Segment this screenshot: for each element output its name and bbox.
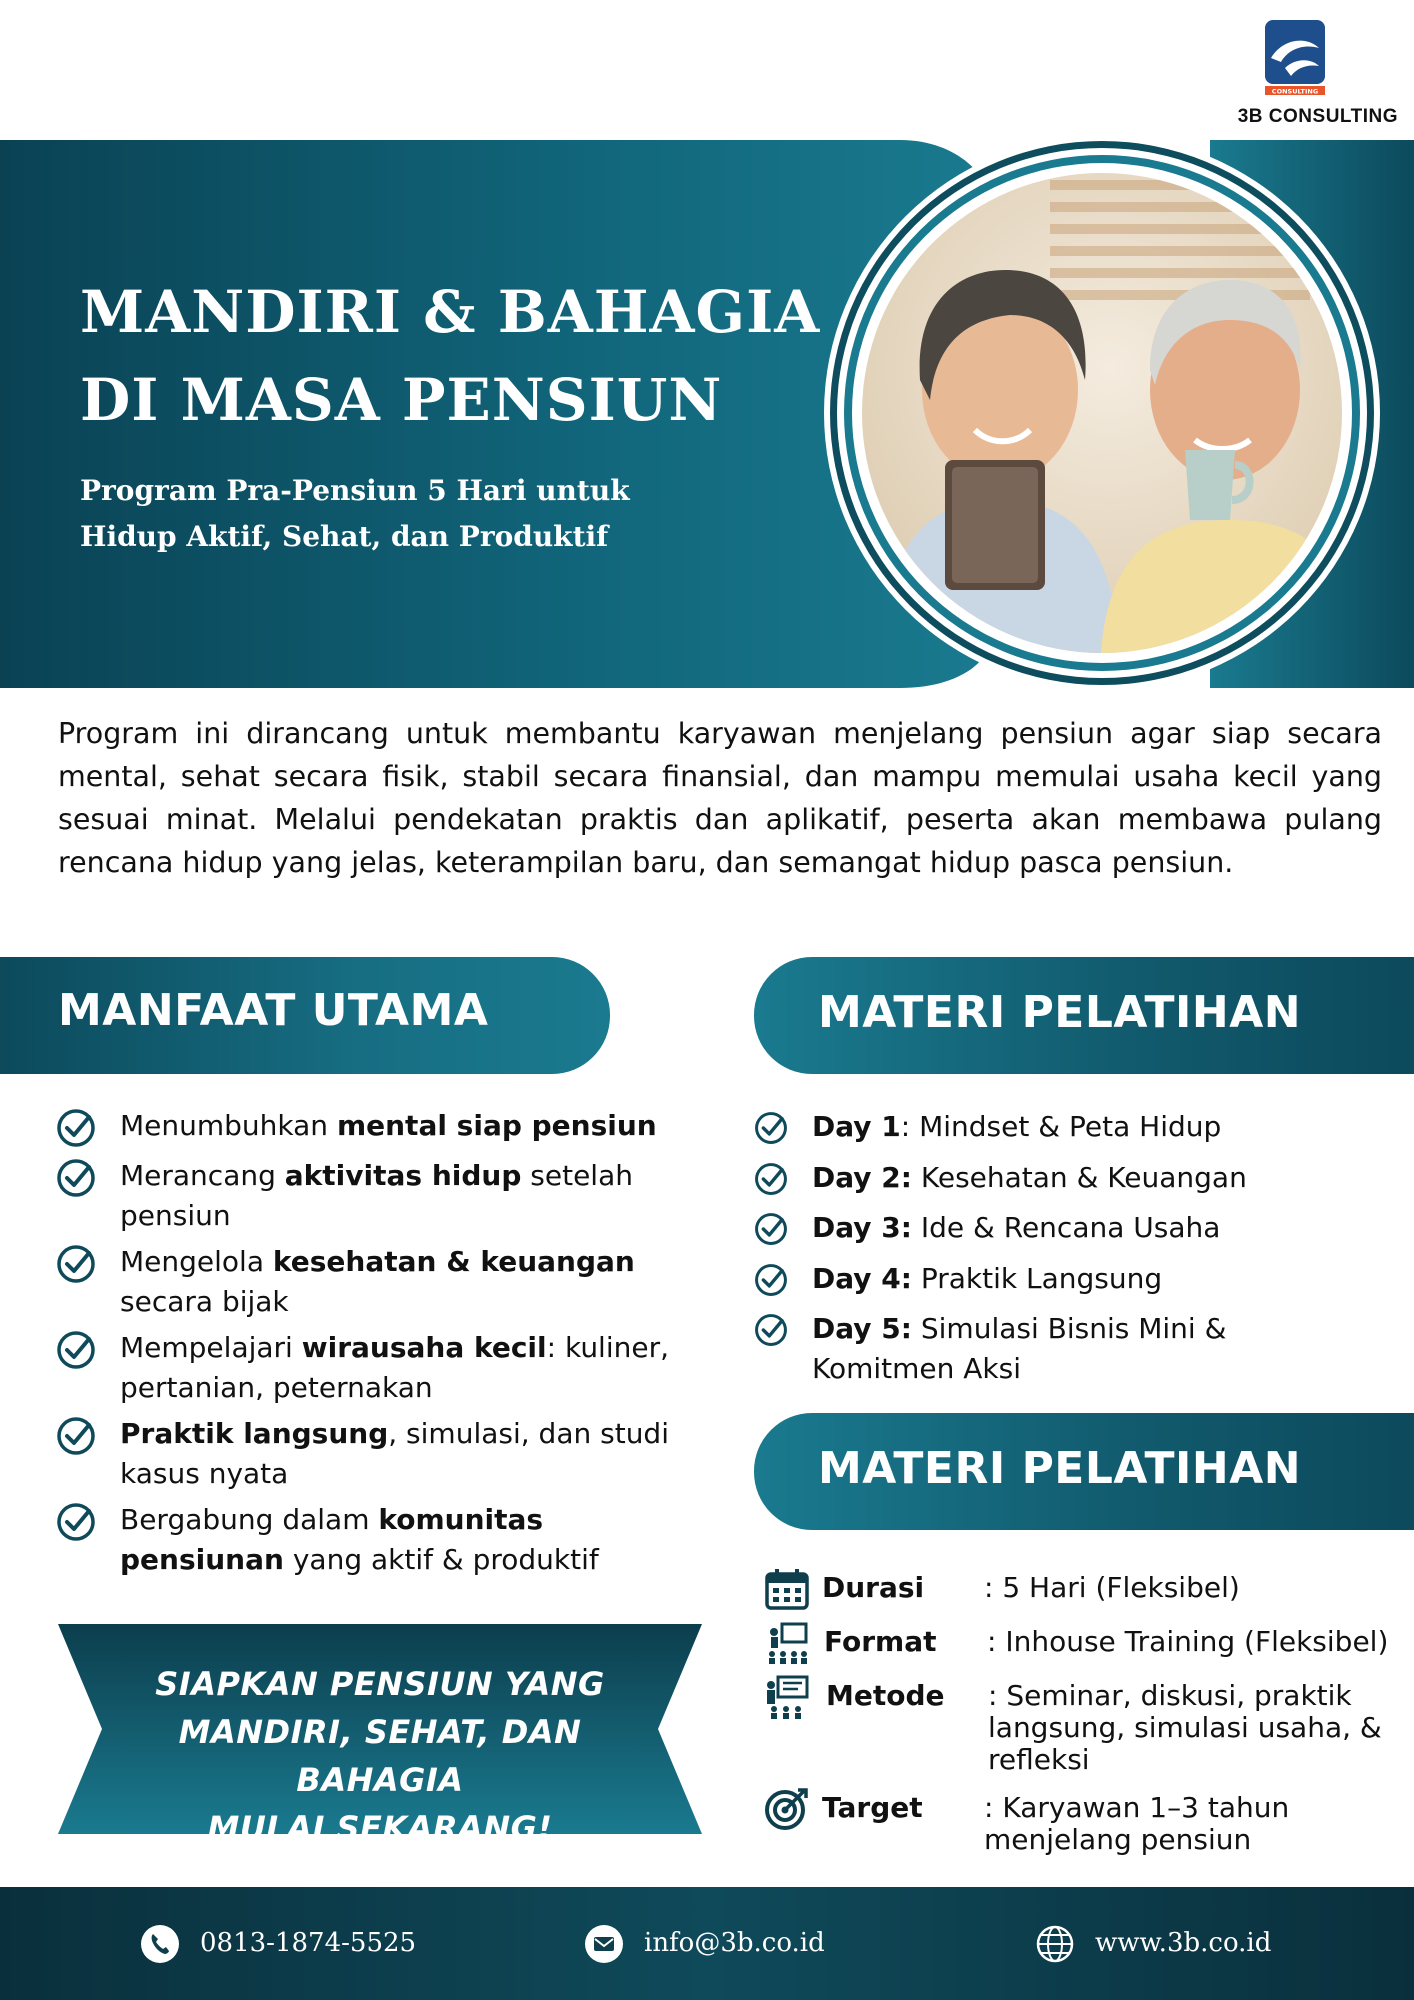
3b-consulting-logo bbox=[1255, 18, 1335, 98]
benefit-text-post: yang aktif & produktif bbox=[283, 1543, 599, 1576]
training-day-item bbox=[754, 1259, 1394, 1299]
benefit-text bbox=[120, 1242, 676, 1322]
detail-value: : 5 Hari (Fleksibel) bbox=[984, 1571, 1240, 1604]
benefit-text bbox=[120, 1156, 676, 1236]
benefit-text-post: setelah pensiun bbox=[120, 1159, 633, 1232]
benefit-item bbox=[56, 1500, 676, 1580]
benefit-text-post: , simulasi, dan studi kasus nyata bbox=[120, 1417, 669, 1490]
benefit-text-pre: Mempelajari bbox=[120, 1331, 302, 1364]
check-icon bbox=[754, 1162, 788, 1196]
detail-row-target bbox=[764, 1786, 1404, 1866]
training-day-text bbox=[812, 1158, 1394, 1198]
check-circle-icon bbox=[56, 1158, 96, 1198]
detail-row-durasi bbox=[764, 1566, 1404, 1616]
svg-text:CONSULTING: CONSULTING bbox=[1271, 87, 1319, 96]
intro-paragraph: Program ini dirancang untuk membantu karyawan menjelang pensiun agar siap secara mental, sehat secara fisik, stabil secara finansial, dan mampu memulai usaha kecil yang sesuai minat. Melalui pendekatan praktis dan aplikatif, peserta akan membawa pulang rencana hidup yang jelas, keterampilan baru, dan semangat hidup pasca pensiun. bbox=[58, 717, 1382, 879]
email-text: info@3b.co.id bbox=[644, 1928, 825, 1958]
benefit-text-post: : kuliner, pertanian, peternakan bbox=[120, 1331, 670, 1404]
benefit-item bbox=[56, 1328, 676, 1408]
training-day-text bbox=[812, 1259, 1394, 1299]
details-heading-banner bbox=[754, 1413, 1414, 1530]
website-text: www.3b.co.id bbox=[1095, 1928, 1272, 1958]
day-topic: Kesehatan & Keuangan bbox=[911, 1161, 1247, 1194]
footer-email[interactable] bbox=[584, 1920, 825, 1966]
detail-label: Durasi bbox=[822, 1571, 925, 1604]
hero-subtitle-line1: Program Pra-Pensiun 5 Hari untuk bbox=[80, 474, 630, 507]
day-label: Day 1 bbox=[812, 1110, 901, 1143]
benefits-heading-banner bbox=[0, 957, 610, 1074]
benefit-text-bold: Praktik langsung bbox=[120, 1417, 389, 1450]
brand-name: 3B CONSULTING bbox=[1237, 106, 1398, 127]
check-icon bbox=[754, 1263, 788, 1297]
benefit-text-bold: mental siap pensiun bbox=[336, 1109, 657, 1142]
footer-phone[interactable] bbox=[140, 1920, 416, 1966]
benefit-text-post: secara bijak bbox=[120, 1285, 289, 1318]
calendar-icon bbox=[764, 1566, 810, 1612]
detail-row-format bbox=[764, 1620, 1404, 1670]
training-day-item bbox=[754, 1309, 1394, 1389]
benefit-item bbox=[56, 1106, 676, 1146]
hero-title bbox=[80, 268, 821, 444]
benefit-item bbox=[56, 1156, 676, 1236]
detail-value: : Karyawan 1–3 tahun menjelang pensiun bbox=[984, 1791, 1290, 1856]
benefit-text-pre: Bergabung dalam bbox=[120, 1503, 379, 1536]
training-day-text bbox=[812, 1107, 1394, 1147]
check-circle-icon bbox=[56, 1502, 96, 1542]
detail-value: : Inhouse Training (Fleksibel) bbox=[987, 1625, 1389, 1658]
training-day-text bbox=[812, 1208, 1394, 1248]
day-label: Day 4: bbox=[812, 1262, 912, 1295]
detail-row-metode bbox=[764, 1674, 1404, 1784]
benefit-text-bold: wirausaha kecil bbox=[301, 1331, 547, 1364]
details-heading: MATERI PELATIHAN bbox=[818, 1443, 1302, 1494]
classroom-icon bbox=[764, 1674, 810, 1720]
benefit-text-bold: kesehatan & keuangan bbox=[272, 1245, 635, 1278]
detail-value: : Seminar, diskusi, praktik langsung, simulasi usaha, & refleksi bbox=[988, 1679, 1382, 1776]
hero-title-line2: DI MASA PENSIUN bbox=[80, 366, 723, 434]
benefits-heading: MANFAAT UTAMA bbox=[58, 985, 489, 1036]
training-day-item bbox=[754, 1107, 1394, 1147]
detail-label: Format bbox=[824, 1625, 937, 1658]
phone-text: 0813-1874-5525 bbox=[200, 1928, 417, 1958]
hero-subtitle bbox=[80, 468, 720, 560]
benefit-text-bold: komunitas pensiunan bbox=[120, 1503, 544, 1576]
globe-icon bbox=[1035, 1924, 1075, 1964]
benefit-text-pre: Merancang bbox=[120, 1159, 285, 1192]
day-label: Day 2: bbox=[812, 1161, 912, 1194]
cta-line1: SIAPKAN PENSIUN YANG bbox=[155, 1665, 605, 1703]
hero-subtitle-line2: Hidup Aktif, Sehat, dan Produktif bbox=[80, 520, 609, 553]
check-circle-icon bbox=[56, 1108, 96, 1148]
cta-line2: MANDIRI, SEHAT, DAN BAHAGIA bbox=[178, 1713, 582, 1799]
cta-line3: MULAI SEKARANG! bbox=[207, 1809, 553, 1847]
hero-title-line1: MANDIRI & BAHAGIA bbox=[80, 278, 821, 346]
day-topic: Ide & Rencana Usaha bbox=[911, 1211, 1221, 1244]
day-topic: Praktik Langsung bbox=[911, 1262, 1163, 1295]
benefit-text bbox=[120, 1106, 676, 1146]
check-icon bbox=[754, 1313, 788, 1347]
check-circle-icon bbox=[56, 1244, 96, 1284]
benefit-text-pre: Mengelola bbox=[120, 1245, 273, 1278]
detail-label: Target bbox=[822, 1791, 923, 1824]
training-day-item bbox=[754, 1208, 1394, 1248]
call-to-action-text bbox=[110, 1660, 650, 1852]
benefit-item bbox=[56, 1242, 676, 1322]
benefit-text bbox=[120, 1414, 676, 1494]
check-circle-icon bbox=[56, 1416, 96, 1456]
benefit-text-pre: Menumbuhkan bbox=[120, 1109, 337, 1142]
training-day-item bbox=[754, 1158, 1394, 1198]
benefit-text-bold: aktivitas hidup bbox=[284, 1159, 522, 1192]
footer-website[interactable] bbox=[1035, 1920, 1271, 1966]
check-icon bbox=[754, 1111, 788, 1145]
day-topic: Simulasi Bisnis Mini & Komitmen Aksi bbox=[812, 1312, 1227, 1385]
phone-icon bbox=[140, 1924, 180, 1964]
materi-heading: MATERI PELATIHAN bbox=[818, 987, 1302, 1038]
benefit-text bbox=[120, 1500, 676, 1580]
email-icon bbox=[584, 1924, 624, 1964]
check-icon bbox=[754, 1212, 788, 1246]
day-label: Day 3: bbox=[812, 1211, 912, 1244]
check-circle-icon bbox=[56, 1330, 96, 1370]
materi-heading-banner bbox=[754, 957, 1414, 1074]
detail-label: Metode bbox=[826, 1679, 945, 1712]
day-label: Day 5: bbox=[812, 1312, 912, 1345]
presentation-icon bbox=[764, 1620, 810, 1666]
benefit-text bbox=[120, 1328, 676, 1408]
day-topic: : Mindset & Peta Hidup bbox=[900, 1110, 1222, 1143]
training-day-text bbox=[812, 1309, 1232, 1389]
target-icon bbox=[764, 1786, 810, 1832]
benefit-item bbox=[56, 1414, 676, 1494]
